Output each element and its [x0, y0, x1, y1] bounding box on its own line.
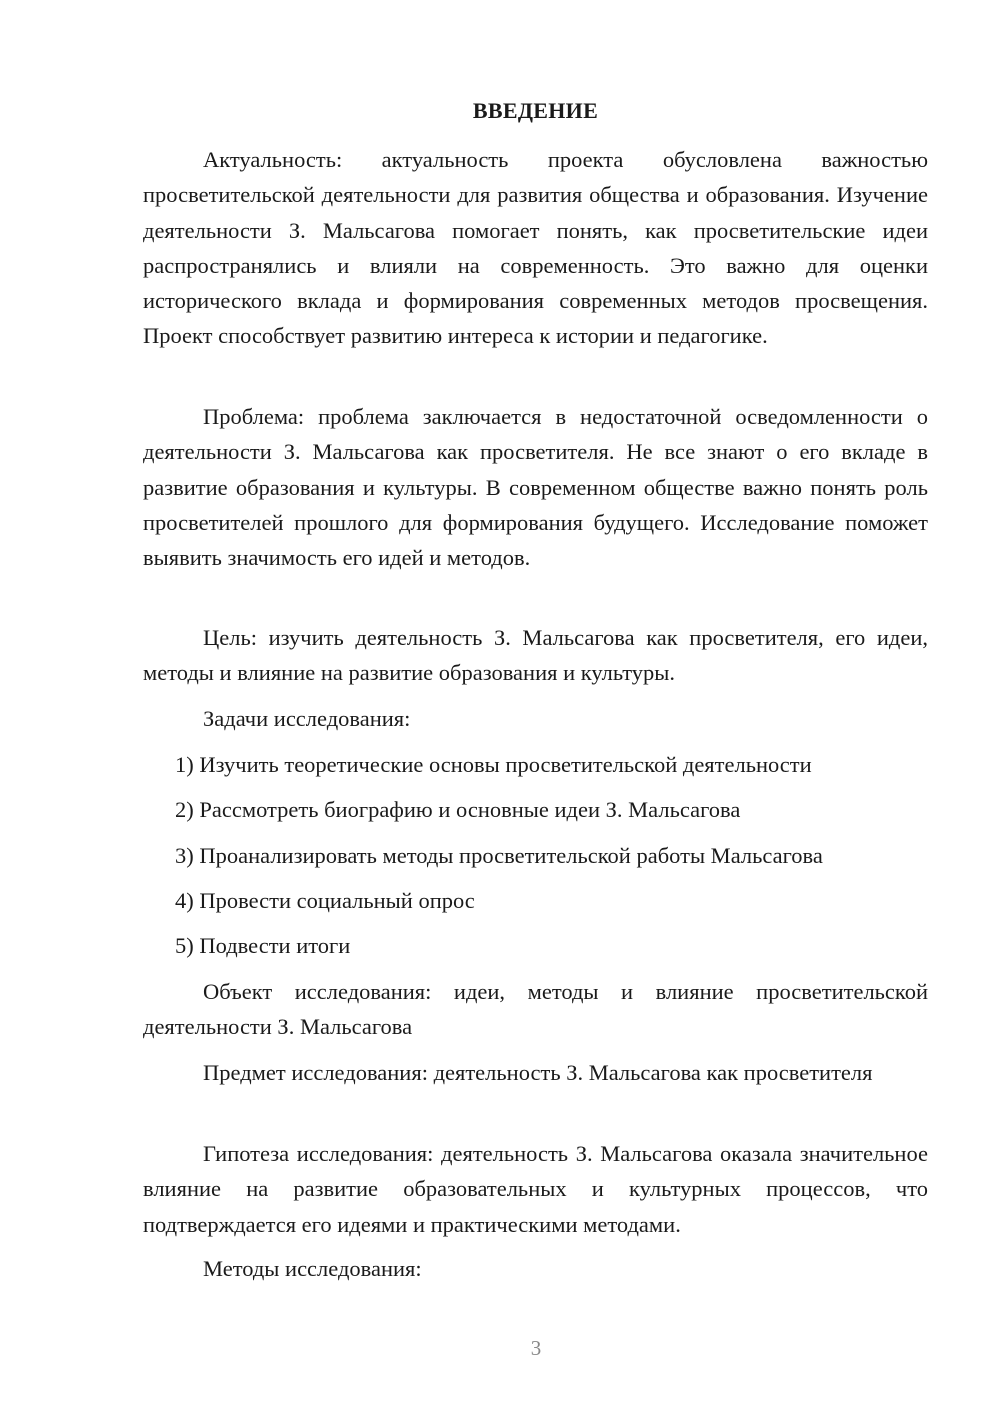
- goal-paragraph: Цель: изучить деятельность З. Мальсагова как просветителя, его идеи, методы и влияние на развитие образования и культуры.: [143, 625, 928, 686]
- problem-paragraph: Проблема: проблема заключается в недостаточной осведомленности о деятельности З. Мальсагова как просветителя. Не все знают о его вкладе в развитие образования и культуры. В современном обществе важно понять роль просветителей прошлого для формирования будущего. Исследование поможет выявить значимость его идей и методов.: [143, 404, 928, 571]
- page-number: 3: [530, 1336, 542, 1360]
- page-title: ВВЕДЕНИЕ: [472, 98, 599, 123]
- subject-paragraph: Предмет исследования: деятельность З. Мальсагова как просветителя: [203, 1060, 873, 1085]
- task-item: 4) Провести социальный опрос: [175, 888, 475, 913]
- hypothesis-paragraph: Гипотеза исследования: деятельность З. Мальсагова оказала значительное влияние на развитие образовательных и культурных процессов, что подтверждается его идеями и практическими методами.: [143, 1141, 928, 1237]
- task-item: 1) Изучить теоретические основы просветительской деятельности: [175, 752, 812, 777]
- methods-heading: Методы исследования:: [203, 1256, 422, 1281]
- task-item: 3) Проанализировать методы просветительской работы Мальсагова: [175, 843, 823, 868]
- object-paragraph: Объект исследования: идеи, методы и влияние просветительской деятельности З. Мальсагова: [143, 979, 928, 1040]
- task-item: 5) Подвести итоги: [175, 933, 351, 958]
- task-item: 2) Рассмотреть биографию и основные идеи З. Мальсагова: [175, 797, 741, 822]
- tasks-heading: Задачи исследования:: [203, 706, 411, 731]
- relevance-paragraph: Актуальность: актуальность проекта обусловлена важностью просветительской деятельности для развития общества и образования. Изучение деятельности З. Мальсагова помогает понять, как просветительские идеи распространялись и влияли на современность. Это важно для оценки исторического вклада и формирования современных методов просвещения. Проект способствует развитию интереса к истории и педагогике.: [143, 147, 928, 349]
